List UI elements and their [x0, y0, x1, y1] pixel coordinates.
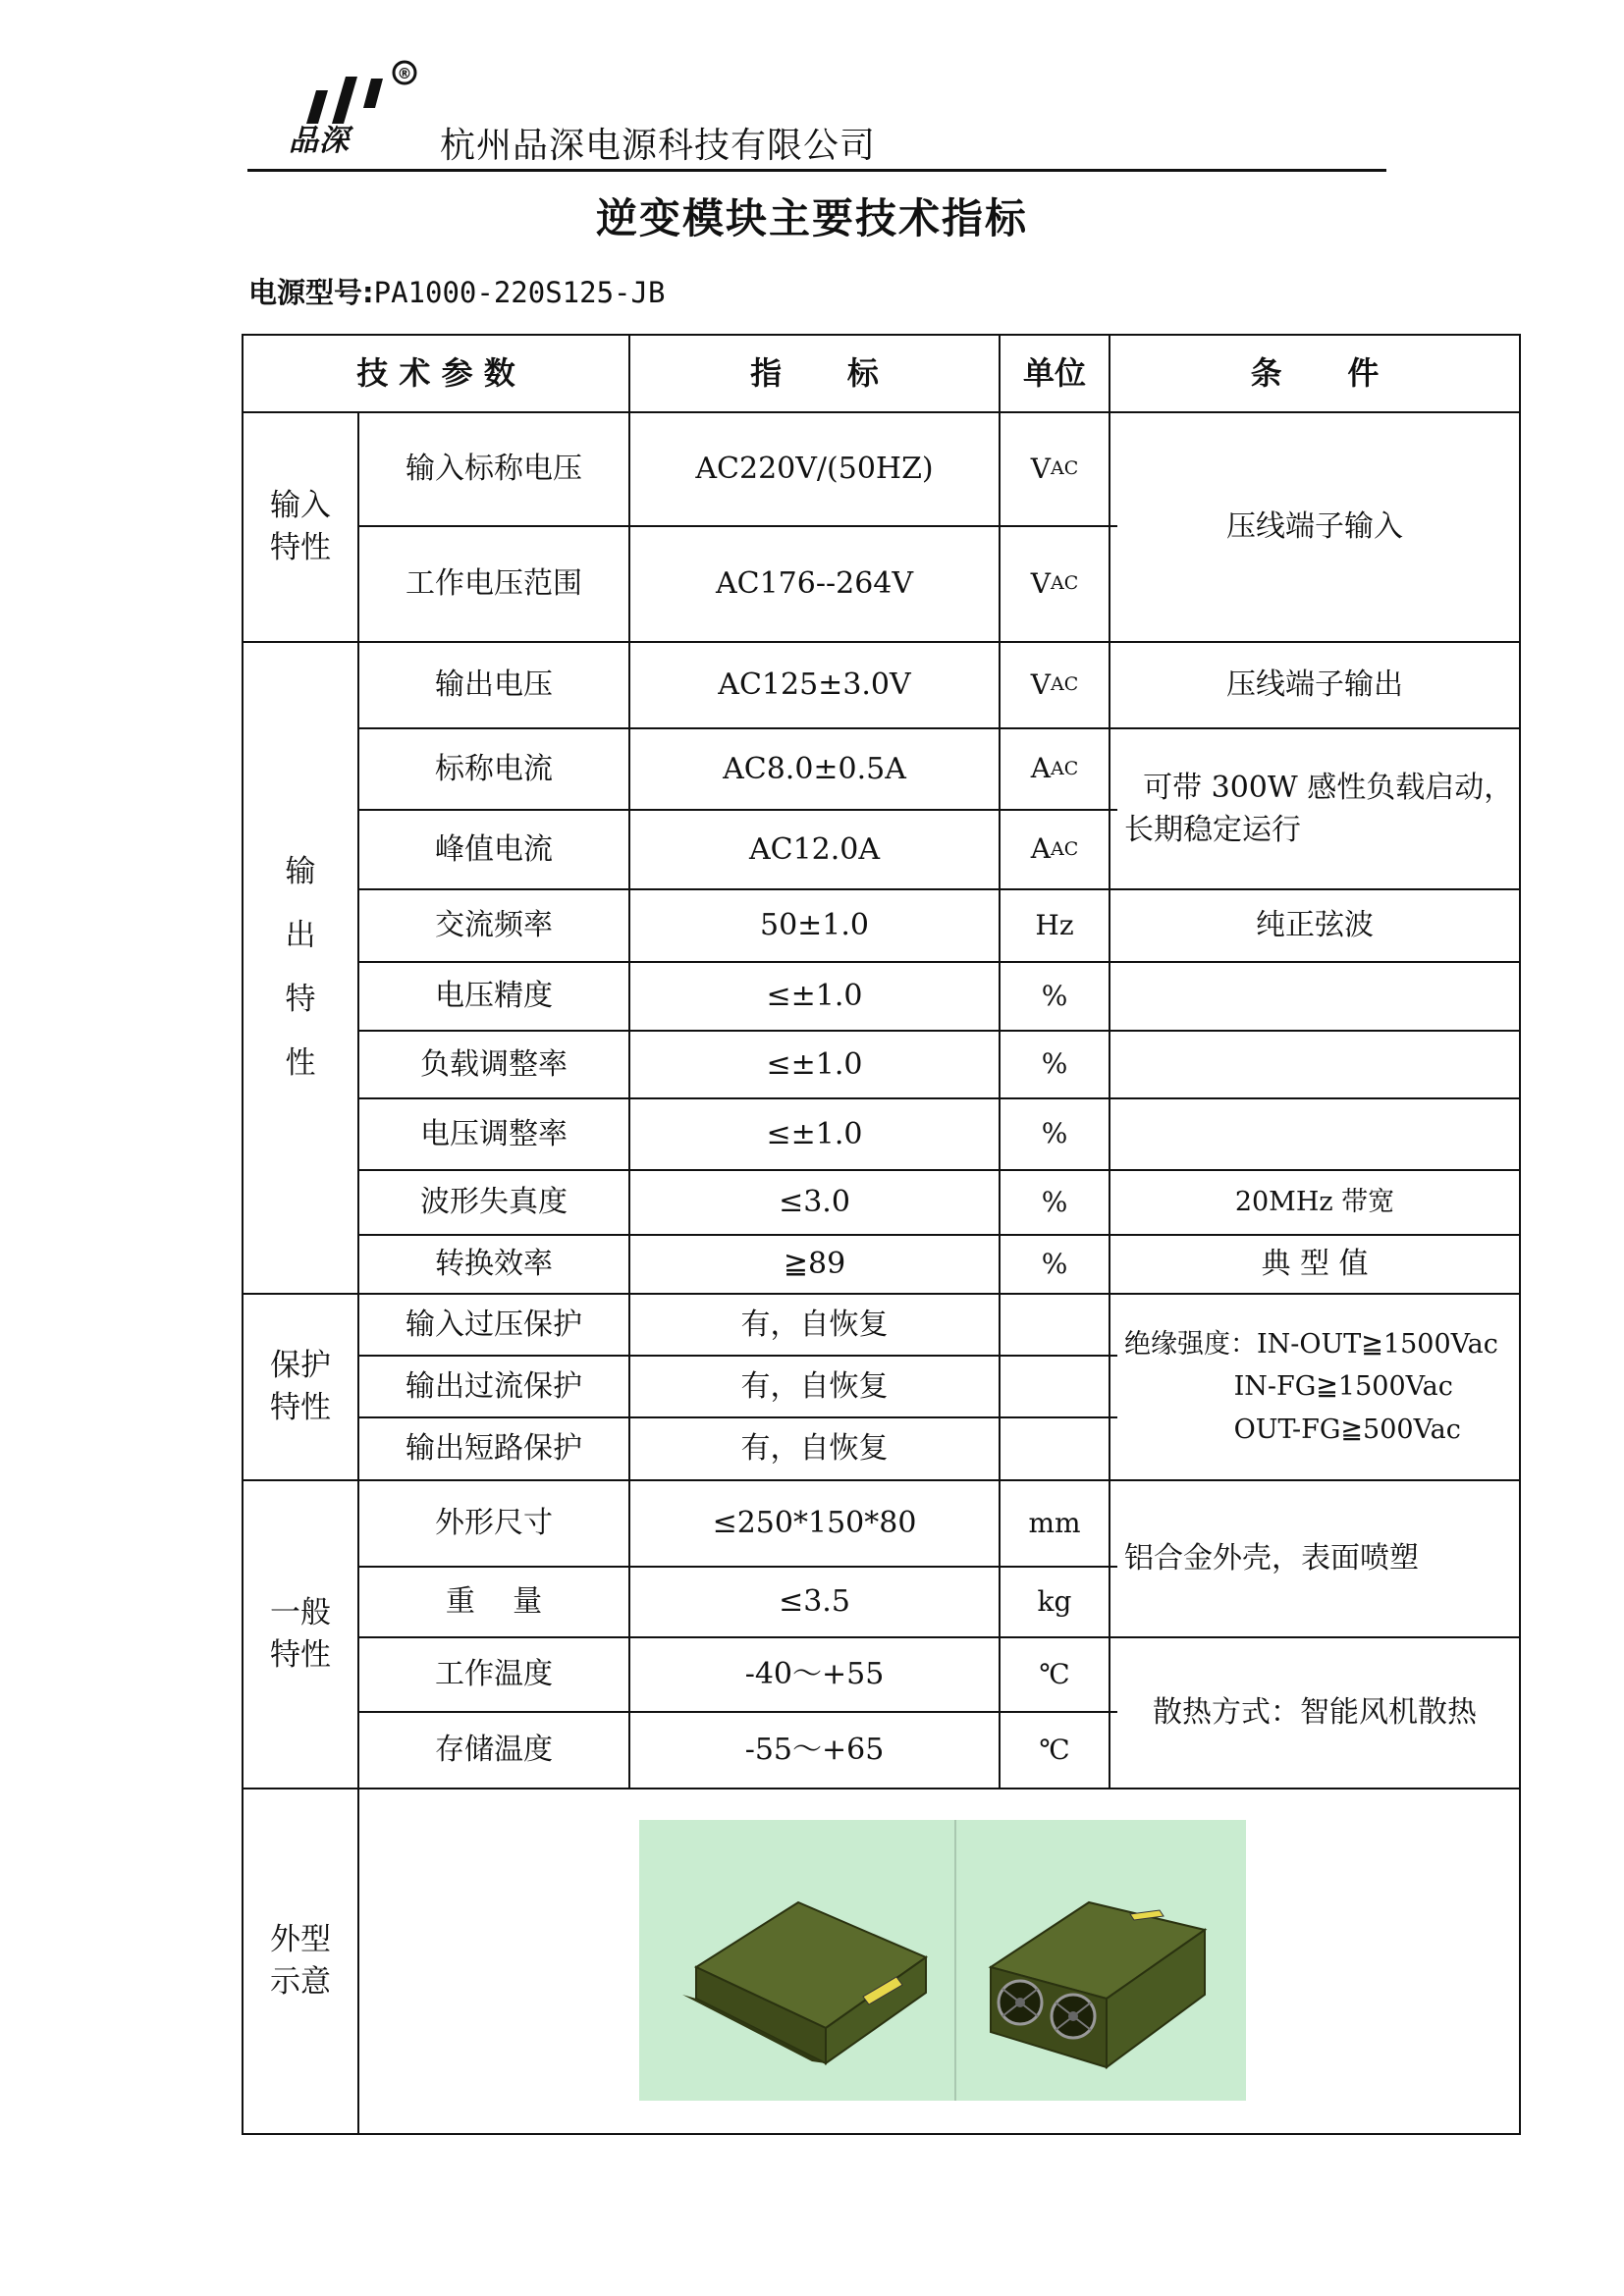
value-cell: ≧89 — [783, 1247, 846, 1282]
value-cell: 50±1.0 — [759, 908, 870, 943]
param-cell: 电压精度 — [435, 979, 553, 1014]
unit-cell — [1001, 413, 1109, 525]
model-label: 电源型号: — [248, 276, 374, 309]
param-cell: 外形尺寸 — [435, 1506, 553, 1541]
header-condition: 条 件 — [1250, 354, 1380, 393]
unit-cell — [1001, 963, 1109, 1030]
table-border-right — [1519, 334, 1521, 2135]
param-cell: 电压调整率 — [420, 1116, 568, 1151]
param-cell: 输出过流保护 — [406, 1368, 582, 1404]
unit-subscript: AC — [1050, 673, 1079, 696]
section-protection: 保护 特性 — [270, 1347, 331, 1425]
param-cell: 存储温度 — [435, 1733, 553, 1768]
param-cell: 转换效率 — [435, 1247, 553, 1282]
value-cell: -40～+55 — [744, 1657, 885, 1692]
condition-cell: 压线端子输出 — [1226, 667, 1403, 703]
unit-cell — [1001, 1236, 1109, 1293]
unit-cell — [1001, 1481, 1109, 1566]
value-cell: ≤3.5 — [779, 1584, 850, 1620]
unit-main: A — [1030, 832, 1051, 866]
unit-subscript: AC — [1050, 572, 1079, 595]
unit-cell — [1001, 527, 1109, 641]
param-cell: 输入标称电压 — [406, 452, 582, 487]
product-photo — [639, 1820, 1246, 2101]
condition-cell: 散热方式：智能风机散热 — [1153, 1695, 1477, 1731]
unit-main: % — [1041, 1117, 1068, 1150]
unit-subscript: AC — [1050, 457, 1079, 480]
condition-cell: 典 型 值 — [1261, 1247, 1369, 1282]
section-general: 一般 特性 — [270, 1594, 331, 1673]
condition-cell: 20MHz 带宽 — [1234, 1187, 1395, 1218]
unit-main: A — [1030, 752, 1051, 785]
condition-cell: 绝缘强度：IN-OUT≧1500Vac IN-FG≧1500Vac OUT-FG≧500Vac — [1124, 1329, 1498, 1445]
unit-main: % — [1041, 1185, 1068, 1218]
unit-main: Hz — [1035, 908, 1074, 941]
condition-cell: 铝合金外壳，表面喷塑 — [1124, 1541, 1419, 1576]
condition-cell: 可带 300W 感性负载启动， 长期稳定运行 — [1124, 770, 1514, 847]
unit-cell — [1001, 890, 1109, 961]
table-line — [242, 1788, 1521, 1789]
registered-mark: ® — [397, 65, 412, 82]
header-value: 指 标 — [750, 354, 879, 393]
section-appearance: 外型 示意 — [270, 1921, 331, 2000]
unit-main: % — [1041, 1247, 1068, 1280]
product-illustration — [639, 1820, 1246, 2101]
condition-cell: 压线端子输入 — [1226, 509, 1403, 545]
value-cell: 有，自恢复 — [740, 1368, 889, 1404]
module-right-view — [991, 1902, 1205, 2067]
header-unit: 单位 — [1022, 354, 1086, 393]
param-cell: 输出短路保护 — [406, 1431, 582, 1467]
table-border-bottom — [242, 2133, 1521, 2135]
value-cell: AC125±3.0V — [718, 667, 911, 703]
document-title: 逆变模块主要技术指标 — [595, 194, 1028, 242]
value-cell: 有，自恢复 — [740, 1431, 889, 1467]
param-cell: 工作温度 — [435, 1657, 553, 1692]
unit-cell — [1001, 729, 1109, 809]
value-cell: -55～+65 — [744, 1733, 885, 1768]
unit-cell — [1001, 1032, 1109, 1097]
unit-cell — [1001, 1638, 1109, 1711]
company-name: 杭州品深电源科技有限公司 — [440, 126, 877, 166]
value-cell: ≤±1.0 — [766, 1116, 863, 1151]
logo-text: 品深 — [289, 124, 350, 158]
param-cell: 负载调整率 — [420, 1046, 568, 1082]
unit-cell — [1001, 811, 1109, 888]
value-cell: AC176--264V — [715, 566, 914, 602]
section-output: 输 出 特 性 — [285, 854, 316, 1082]
value-cell: ≤±1.0 — [766, 979, 863, 1014]
condition-cell: 纯正弦波 — [1256, 908, 1374, 943]
param-cell: 输出电压 — [435, 667, 553, 703]
param-cell: 重 量 — [445, 1584, 543, 1620]
value-cell: AC220V/(50HZ) — [695, 452, 934, 487]
section-input: 输入 特性 — [270, 487, 331, 565]
unit-main: V — [1030, 452, 1051, 485]
unit-main: V — [1030, 667, 1051, 701]
value-cell: AC12.0A — [748, 831, 881, 867]
param-cell: 波形失真度 — [420, 1185, 568, 1220]
param-cell: 峰值电流 — [435, 831, 553, 867]
unit-cell — [1001, 1568, 1109, 1636]
unit-main: mm — [1028, 1506, 1081, 1539]
unit-subscript: AC — [1050, 837, 1079, 860]
model-line — [248, 271, 665, 311]
value-cell: ≤250*150*80 — [712, 1506, 917, 1541]
param-cell: 工作电压范围 — [406, 566, 582, 602]
param-cell: 输入过压保护 — [406, 1307, 582, 1342]
unit-cell — [1001, 643, 1109, 727]
unit-cell — [1001, 1713, 1109, 1788]
fan-icon — [999, 1981, 1042, 2024]
param-cell: 标称电流 — [435, 751, 553, 786]
value-cell: ≤3.0 — [779, 1185, 850, 1220]
unit-main: ℃ — [1039, 1733, 1070, 1766]
unit-cell — [1001, 1171, 1109, 1234]
unit-main: kg — [1037, 1584, 1072, 1618]
module-left-view — [682, 1902, 926, 2063]
model-value: PA1000-220S125-JB — [373, 276, 666, 309]
unit-subscript: AC — [1050, 757, 1079, 779]
unit-main: % — [1041, 979, 1068, 1012]
unit-main: ℃ — [1039, 1657, 1070, 1690]
header-param: 技 术 参 数 — [356, 354, 515, 393]
header-divider — [247, 169, 1386, 172]
value-cell: ≤±1.0 — [766, 1046, 863, 1082]
unit-main: V — [1030, 566, 1051, 600]
value-cell: 有，自恢复 — [740, 1307, 889, 1342]
fan-icon — [1052, 1995, 1095, 2038]
param-cell: 交流频率 — [435, 908, 553, 943]
value-cell: AC8.0±0.5A — [723, 751, 906, 786]
unit-main: % — [1041, 1047, 1068, 1081]
unit-cell — [1001, 1099, 1109, 1169]
